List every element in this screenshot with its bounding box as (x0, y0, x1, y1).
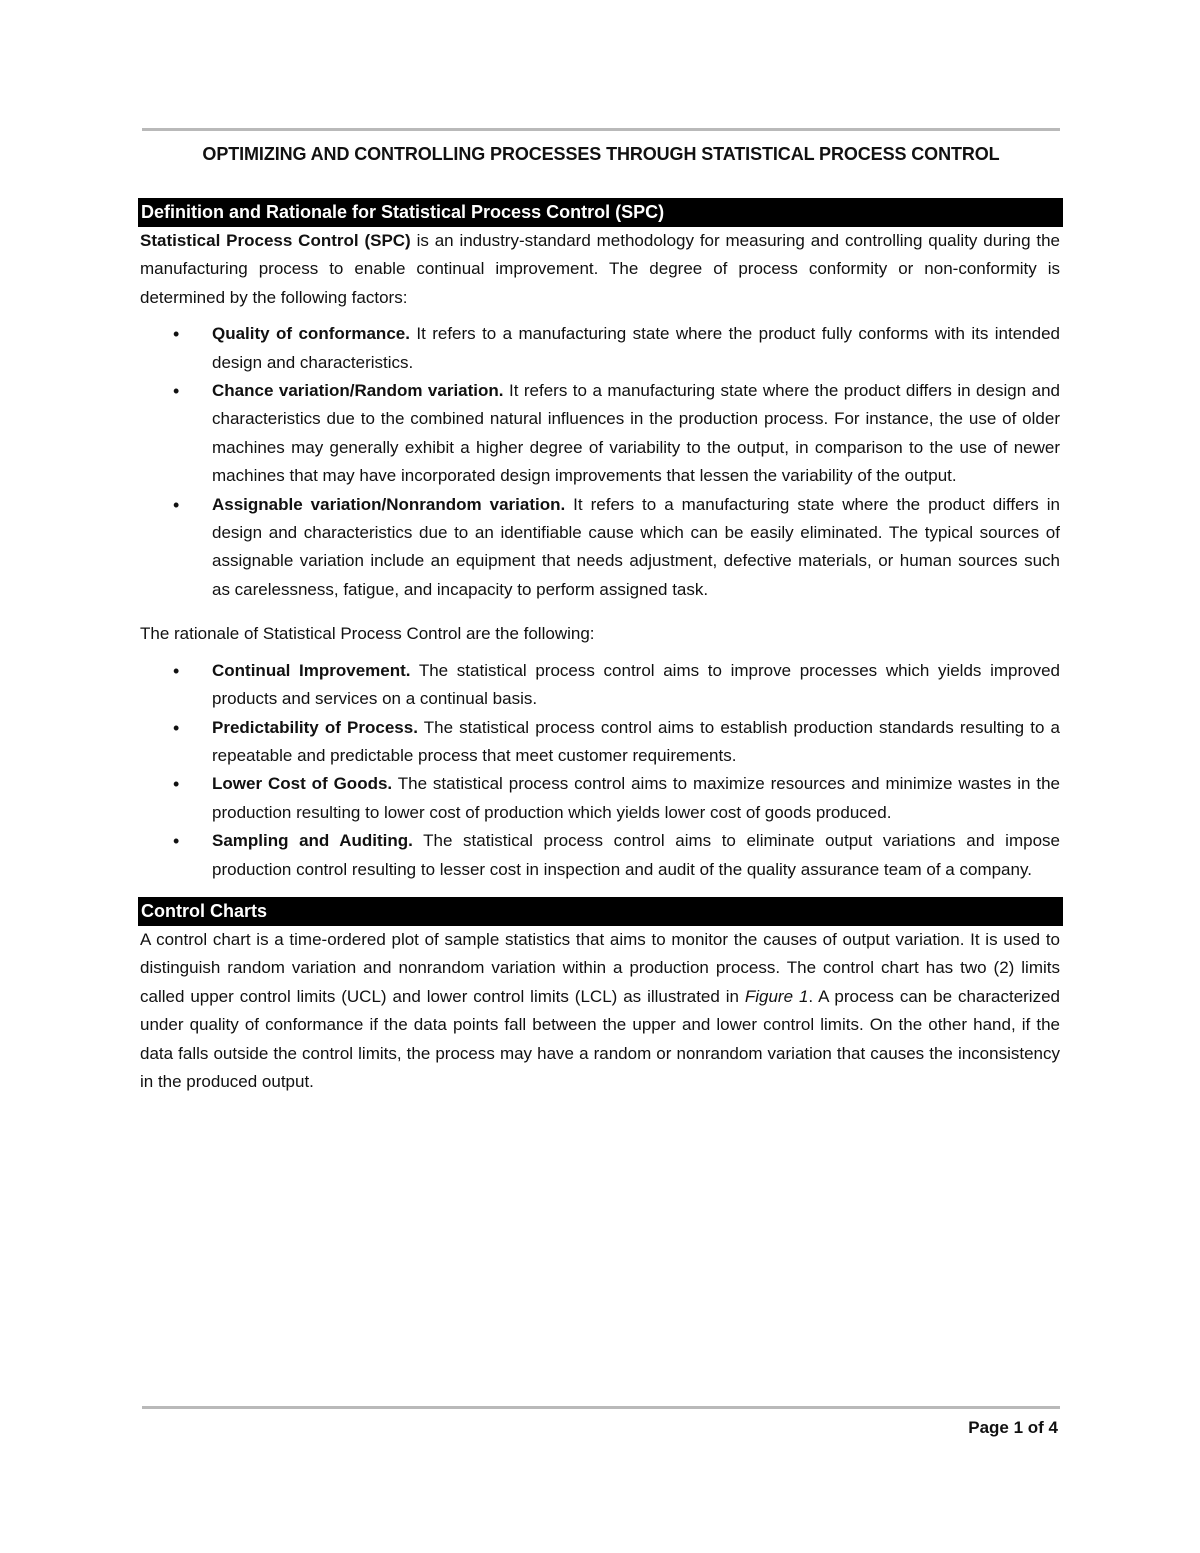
page-number: Page 1 of 4 (968, 1418, 1058, 1437)
footer-rule (142, 1406, 1060, 1409)
document-title: OPTIMIZING AND CONTROLLING PROCESSES THROUGH STATISTICAL PROCESS CONTROL (202, 144, 1000, 164)
list-item-text: The statistical process control aims to maximize resources and minimize wastes in the production resulting to lower cost of production which yields lower cost of goods produced. (212, 774, 1060, 822)
document-body (140, 198, 1060, 1096)
list-item-term: Continual Improvement. (212, 660, 411, 680)
list-item-text: The statistical process control aims to improve processes which yields improved products and services on a continual basis. (212, 660, 1060, 709)
intro-term: Statistical Process Control (SPC) (140, 231, 411, 250)
list-item-text: It refers to a manufacturing state where the product differs in design and characteristics due to the combined natural influences in the production process. For instance, the use of older machines may generally exhibit a higher degree of variability to the output, in comparison to the use of newer machines that may have incorporated design improvements that lessen the variability of the output. (212, 381, 1060, 486)
list-item-text: The statistical process control aims to eliminate output variations and impose production control resulting to lesser cost in inspection and audit of the quality assurance team of a company. (212, 831, 1060, 879)
list-item-term: Lower Cost of Goods. (212, 774, 393, 794)
list-item (140, 770, 1060, 827)
list-item-term: Chance variation/Random variation. (212, 381, 504, 401)
intro-text: is an industry-standard methodology for measuring and controlling quality during the manufacturing process to enable continual improvement. The degree of process conformity or non-conformity is determined by the following factors: (140, 231, 1061, 307)
list-item (140, 320, 1060, 377)
list-item (140, 491, 1060, 605)
list-item (140, 657, 1060, 714)
list-item-text: It refers to a manufacturing state where the product differs in design and characteristics due to an identifiable cause which can be easily eliminated. The typical sources of assignable variation include an equipment that needs adjustment, defective materials, or human sources such as carelessness, fatigue, and incapacity to perform assigned task. (212, 494, 1060, 599)
figure-reference: Figure 1 (744, 986, 809, 1006)
spc-intro-paragraph (140, 227, 1060, 312)
list-item-term: Predictability of Process. (212, 717, 418, 737)
control-charts-text-continued: . A process can be characterized under quality of conformance if the data points fall between the upper and lower control limits. On the other hand, if the data falls outside the control limits, the process may have a random or nonrandom variation that causes the inconsistency in the produced output. (140, 986, 1060, 1091)
list-item-term: Assignable variation/Nonrandom variation. (212, 494, 566, 514)
list-item-term: Quality of conformance. (212, 324, 410, 344)
list-item-text: It refers to a manufacturing state where the product fully conforms with its intended design and characteristics. (212, 324, 1060, 372)
control-charts-text: A control chart is a time-ordered plot of sample statistics that aims to monitor the causes of output variation. It is used to distinguish random variation and nonrandom variation within a production process. The control chart has two (2) limits called upper control limits (UCL) and lower control limits (LCL) as illustrated in (140, 929, 1060, 1006)
list-item-term: Sampling and Auditing. (212, 831, 413, 851)
header-rule (142, 128, 1060, 131)
list-item-text: The statistical process control aims to establish production standards resulting to a repeatable and predictable process that meet customer requirements. (212, 717, 1060, 765)
factors-list (140, 320, 1060, 604)
rationale-intro: The rationale of Statistical Process Control are the following: (140, 624, 595, 644)
section-heading-spc: Definition and Rationale for Statistical Process Control (SPC) (138, 198, 1063, 227)
list-item (140, 827, 1060, 884)
section-heading-control-charts: Control Charts (138, 897, 1063, 926)
rationale-list (140, 657, 1060, 884)
list-item (140, 714, 1060, 771)
control-charts-paragraph (140, 926, 1060, 1096)
list-item (140, 377, 1060, 491)
